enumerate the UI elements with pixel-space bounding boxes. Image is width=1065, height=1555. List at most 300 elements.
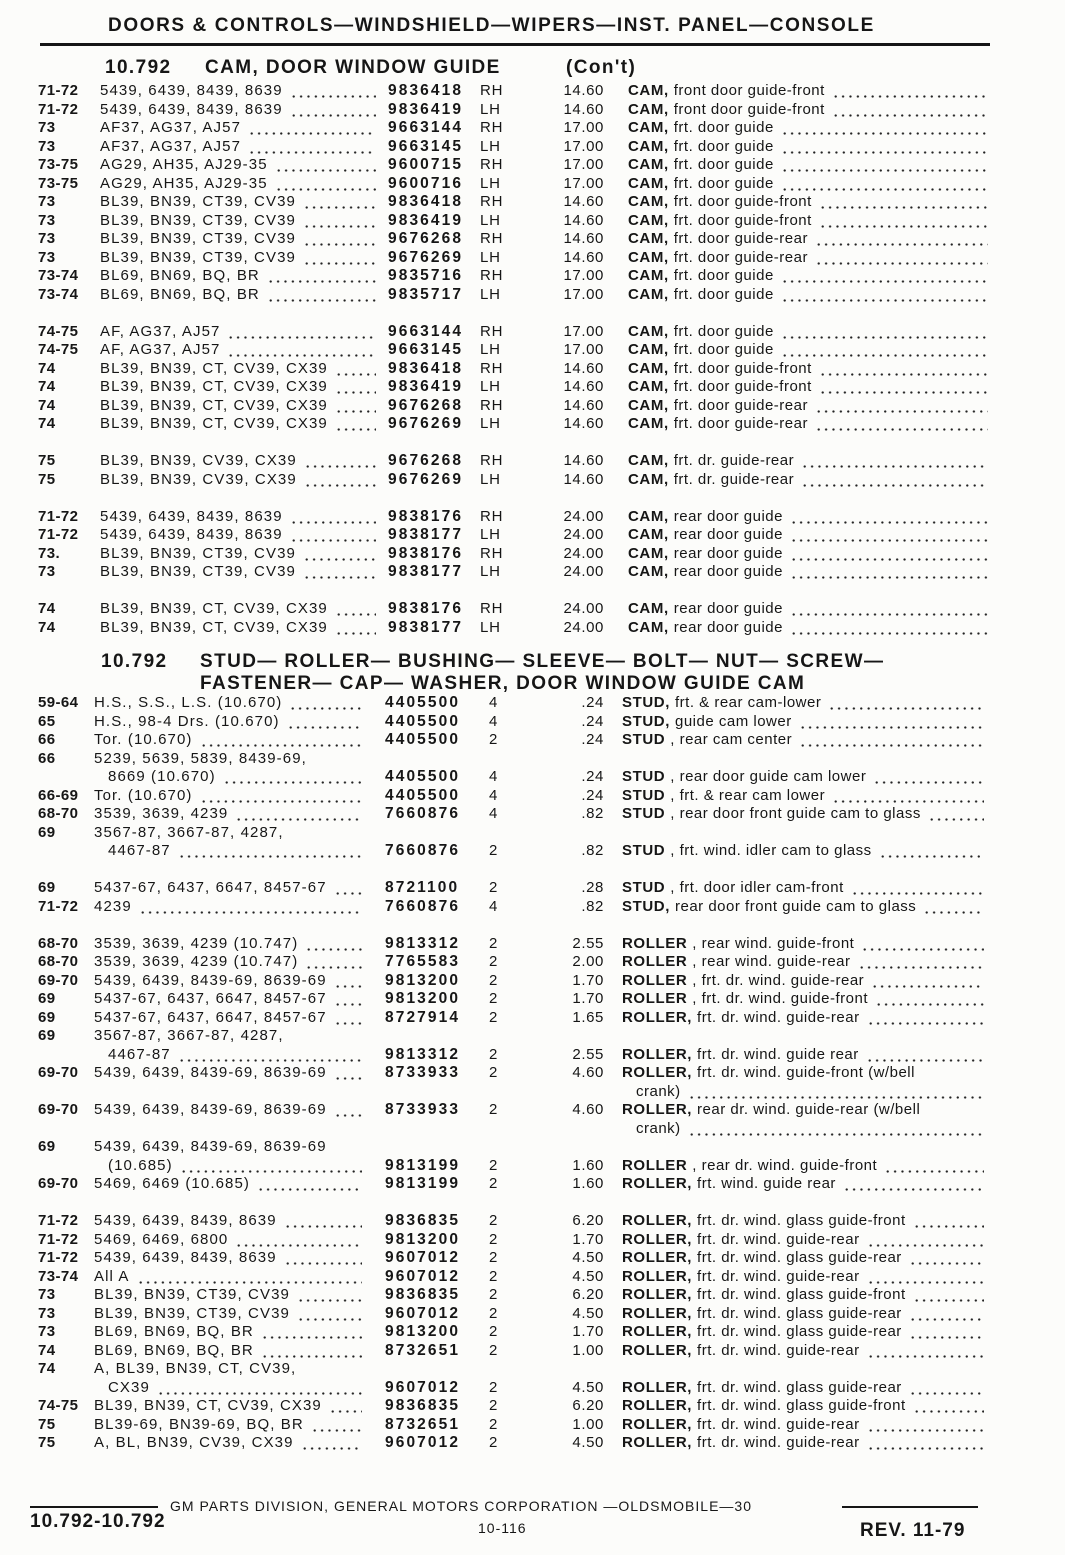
year-cell: 73-75 (38, 156, 79, 173)
description-cell (628, 341, 988, 360)
quantity-cell: 2 (489, 1378, 499, 1396)
description-cell (622, 1434, 984, 1453)
dot-leader (866, 1046, 984, 1065)
part-name: ROLLER (622, 934, 688, 952)
description-cell (622, 1416, 984, 1435)
model-text: BL39, BN39, CT39, CV39 (100, 248, 296, 266)
model-cell (94, 1416, 362, 1435)
dot-leader (335, 619, 376, 638)
price-cell: 4.50 (572, 1304, 604, 1322)
dot-leader (909, 1305, 984, 1324)
model-cell (100, 323, 376, 342)
dot-leader (303, 193, 376, 212)
part-name: CAM, (628, 396, 669, 414)
dot-leader (832, 787, 984, 806)
header-rule (40, 43, 990, 46)
parts-row (0, 508, 1065, 527)
part-number: 9836418 (388, 82, 464, 99)
description-cell (622, 1064, 984, 1083)
description-cell (622, 1009, 984, 1028)
row-line (0, 341, 1065, 360)
part-number: 9838177 (388, 563, 464, 580)
price-cell: 24.00 (563, 507, 604, 525)
side-cell: RH (480, 359, 504, 377)
model-cell (100, 175, 376, 194)
model-cell (100, 526, 376, 545)
dot-leader (867, 1416, 984, 1435)
row-line (0, 249, 1065, 268)
price-cell: 1.00 (572, 1415, 604, 1433)
model-text: BL39, BN39, CT39, CV39 (100, 211, 296, 229)
row-line (0, 1323, 1065, 1342)
description-text: frt. dr. wind. guide-rear (697, 1230, 860, 1248)
description-cell (622, 1286, 984, 1305)
price-cell: .24 (581, 712, 604, 730)
price-cell: 1.70 (572, 1323, 604, 1340)
dot-leader (851, 879, 984, 898)
description-cell (628, 193, 988, 212)
year-cell: 59-64 (38, 694, 79, 711)
model-text: BL69, BN69, BQ, BR (94, 1323, 254, 1340)
year-cell: 75 (38, 1434, 56, 1451)
quantity-cell: 2 (489, 731, 499, 748)
dot-leader (790, 545, 988, 564)
model-cell (100, 156, 376, 175)
model-text: AF, AG37, AJ57 (100, 322, 221, 340)
model-text: 5439, 6439, 8439-69, 8639-69 (94, 1064, 327, 1081)
year-cell: 71-72 (38, 526, 79, 543)
dot-leader (923, 898, 984, 917)
model-text: BL39, BN39, CT, CV39, CX39 (100, 359, 328, 377)
parts-row (0, 323, 1065, 342)
description-text: frt. door guide (673, 341, 774, 358)
description-text: frt. dr. wind. guide-rear (697, 1008, 860, 1026)
dot-leader (790, 600, 988, 619)
year-cell: 69 (38, 879, 56, 896)
price-cell: 17.00 (563, 322, 604, 340)
price-cell: 4.60 (572, 1064, 604, 1081)
quantity-cell: 4 (489, 694, 499, 711)
model-cell (94, 1323, 362, 1342)
price-cell: 14.60 (563, 396, 604, 414)
description-text: front door guide-front (673, 100, 825, 118)
description-text: , rear door guide cam lower (670, 768, 867, 785)
side-cell: RH (480, 322, 504, 340)
price-cell: .82 (581, 842, 604, 859)
parts-row (0, 1009, 1065, 1028)
quantity-cell: 2 (489, 1341, 499, 1359)
dot-leader (873, 768, 984, 787)
part-number: 9813200 (385, 1323, 461, 1340)
dot-leader (305, 953, 362, 972)
year-cell: 74 (38, 1360, 56, 1377)
part-number: 9836419 (388, 211, 464, 229)
row-line (0, 175, 1065, 194)
model-cell (94, 1397, 362, 1416)
part-number: 9838176 (388, 507, 464, 525)
model-cell (94, 1342, 362, 1361)
description-cell (628, 286, 988, 305)
dot-leader (303, 212, 376, 231)
parts-row (0, 452, 1065, 471)
model-cell (94, 1101, 362, 1120)
description-cell (628, 175, 988, 194)
side-cell: LH (480, 415, 501, 432)
row-group (0, 82, 1065, 304)
row-line (0, 360, 1065, 379)
part-number: 9813200 (385, 990, 461, 1007)
description-cell (622, 768, 984, 787)
part-number: 7660876 (385, 897, 461, 915)
part-number: 7660876 (385, 842, 461, 859)
description-cell (622, 713, 984, 732)
year-cell: 74 (38, 396, 56, 414)
model-text: 3539, 3639, 4239 (94, 805, 229, 822)
description-cell (628, 563, 988, 582)
model-text: H.S., S.S., L.S. (10.670) (94, 694, 283, 711)
side-cell: LH (480, 526, 501, 543)
part-number: 8732651 (385, 1341, 461, 1359)
dot-leader (909, 1379, 984, 1398)
description-cell (628, 101, 988, 120)
section-title-line-1: STUD— ROLLER— BUSHING— SLEEVE— BOLT— NUT— SCREW— (200, 651, 885, 672)
dot-leader (257, 1175, 362, 1194)
row-line (0, 879, 1065, 898)
model-text: AF37, AG37, AJ57 (100, 119, 242, 136)
year-cell: 69-70 (38, 1064, 79, 1081)
model-text: 5439, 6439, 8439, 8639 (100, 507, 283, 525)
price-cell: 4.60 (572, 1101, 604, 1118)
price-cell: 4.50 (572, 1249, 604, 1266)
model-text: A, BL, BN39, CV39, CX39 (94, 1434, 294, 1451)
part-name: CAM, (628, 156, 669, 173)
part-name: CAM, (628, 563, 669, 580)
part-name: CAM, (628, 267, 669, 284)
section-cam-door-window-guide (0, 56, 1065, 637)
quantity-cell: 2 (489, 1323, 499, 1340)
description-cell (622, 1083, 984, 1102)
quantity-cell: 2 (489, 1397, 499, 1414)
part-name: CAM, (628, 526, 669, 543)
dot-leader (284, 1249, 362, 1268)
description-cell (628, 619, 988, 638)
description-cell (622, 805, 984, 824)
dot-leader (200, 787, 362, 806)
model-cell (94, 1434, 362, 1453)
parts-row (0, 563, 1065, 582)
dot-leader (301, 1434, 362, 1453)
parts-row (0, 1268, 1065, 1287)
description-text: frt. door guide-rear (673, 396, 808, 414)
year-cell: 68-70 (38, 934, 79, 952)
year-cell: 73-74 (38, 267, 79, 284)
dot-leader (227, 323, 376, 342)
price-cell: 17.00 (563, 285, 604, 303)
part-number: 9836419 (388, 100, 464, 118)
dot-leader (790, 508, 988, 527)
part-number: 8733933 (385, 1101, 461, 1118)
part-name: STUD, (622, 897, 670, 915)
part-number: 9836418 (388, 359, 464, 377)
year-cell: 73 (38, 1304, 56, 1322)
model-text: 5437-67, 6437, 6647, 8457-67 (94, 1008, 327, 1026)
description-text: frt. dr. wind. glass guide-rear (697, 1249, 902, 1266)
year-cell: 73 (38, 193, 56, 210)
part-name: ROLLER, (622, 1008, 693, 1026)
dot-leader (819, 193, 988, 212)
description-text: front door guide-front (673, 82, 825, 99)
description-text: frt. dr. wind. glass guide-front (697, 1212, 906, 1229)
quantity-cell: 2 (489, 1008, 499, 1026)
part-name: CAM, (628, 452, 669, 469)
parts-row (0, 101, 1065, 120)
description-text: frt. door guide-front (673, 193, 812, 210)
part-name: CAM, (628, 322, 669, 340)
quantity-cell: 2 (489, 879, 499, 896)
description-cell (628, 545, 988, 564)
description-text: rear door guide (673, 600, 783, 617)
description-cell (628, 267, 988, 286)
parts-row (0, 249, 1065, 268)
model-cell (94, 768, 362, 787)
dot-leader (819, 378, 988, 397)
dot-leader (329, 1397, 362, 1416)
parts-row (0, 990, 1065, 1009)
row-line (0, 1138, 1065, 1157)
parts-row (0, 341, 1065, 360)
model-text: 3539, 3639, 4239 (10.747) (94, 953, 299, 970)
row-line (0, 267, 1065, 286)
dot-leader (297, 1305, 362, 1324)
dot-leader (334, 972, 362, 991)
model-text: 5439, 6439, 8439, 8639 (94, 1249, 277, 1266)
model-text: BL39, BN39, CT39, CV39 (100, 193, 296, 210)
model-cell (100, 249, 376, 268)
model-cell (94, 898, 362, 917)
row-line (0, 1157, 1065, 1176)
description-cell (622, 1397, 984, 1416)
parts-row (0, 267, 1065, 286)
year-cell: 73 (38, 230, 56, 247)
description-text: frt. dr. guide-rear (673, 452, 795, 469)
description-cell (628, 249, 988, 268)
price-cell: .24 (581, 768, 604, 785)
model-cell (94, 1046, 362, 1065)
row-line (0, 694, 1065, 713)
year-cell: 66-69 (38, 786, 79, 804)
year-cell: 75 (38, 470, 56, 488)
price-cell: 14.60 (563, 470, 604, 488)
model-cell (100, 563, 376, 582)
price-cell: 14.60 (563, 359, 604, 377)
description-cell (622, 1046, 984, 1065)
model-cell (100, 286, 376, 305)
price-cell: 14.60 (563, 378, 604, 395)
part-name: STUD (622, 842, 666, 859)
dot-leader (781, 175, 988, 194)
row-line (0, 898, 1065, 917)
part-name: STUD, (622, 712, 670, 730)
dot-leader (248, 119, 376, 138)
price-cell: 17.00 (563, 341, 604, 358)
description-cell (628, 230, 988, 249)
part-name: CAM, (628, 230, 669, 247)
quantity-cell: 2 (489, 1249, 499, 1266)
side-cell: LH (480, 285, 501, 303)
year-cell: 68-70 (38, 953, 79, 970)
row-line (0, 990, 1065, 1009)
part-name: CAM, (628, 137, 669, 155)
description-text: , frt. wind. idler cam to glass (670, 842, 872, 859)
description-text: , frt. dr. wind. guide-front (692, 990, 869, 1007)
model-cell (94, 1379, 362, 1398)
model-cell (94, 750, 362, 769)
model-text: A, BL39, BN39, CT, CV39, (94, 1360, 297, 1377)
price-cell: 1.65 (572, 1008, 604, 1026)
description-cell (628, 138, 988, 157)
dot-leader (335, 397, 376, 416)
price-cell: 1.00 (572, 1341, 604, 1359)
dot-leader (815, 415, 988, 434)
quantity-cell: 4 (489, 768, 499, 785)
dot-leader (815, 249, 988, 268)
price-cell: .24 (581, 694, 604, 711)
row-line (0, 824, 1065, 843)
dot-leader (867, 1342, 984, 1361)
year-cell: 73 (38, 137, 56, 155)
dot-leader (799, 713, 984, 732)
parts-row (0, 750, 1065, 787)
row-group (0, 323, 1065, 434)
part-number: 9663144 (388, 119, 464, 136)
side-cell: RH (480, 507, 504, 525)
description-cell (628, 82, 988, 101)
row-line (0, 397, 1065, 416)
description-cell (622, 879, 984, 898)
row-line (0, 230, 1065, 249)
price-cell: 17.00 (563, 156, 604, 173)
row-line (0, 1286, 1065, 1305)
description-text: crank) (636, 1119, 681, 1137)
parts-row (0, 193, 1065, 212)
year-cell: 69 (38, 823, 56, 841)
dot-leader (287, 713, 362, 732)
model-cell (100, 600, 376, 619)
part-number: 9813312 (385, 934, 461, 952)
dot-leader (303, 230, 376, 249)
model-text: CX39 (108, 1378, 150, 1396)
part-name: STUD (622, 731, 666, 748)
description-cell (622, 898, 984, 917)
price-cell: 14.60 (563, 230, 604, 247)
page-header-title: DOORS & CONTROLS—WINDSHIELD—WIPERS—INST. PANEL—CONSOLE (108, 15, 875, 36)
model-text: 5469, 6469, 6800 (94, 1230, 229, 1248)
price-cell: 4.50 (572, 1267, 604, 1285)
model-text: BL39, BN39, CT39, CV39 (94, 1286, 290, 1303)
dot-leader (790, 563, 988, 582)
side-cell: RH (480, 600, 504, 617)
parts-row (0, 787, 1065, 806)
year-cell: 71-72 (38, 507, 79, 525)
dot-leader (781, 119, 988, 138)
part-number: 9607012 (385, 1267, 461, 1285)
description-text: frt. door guide (673, 119, 774, 136)
model-cell (94, 1268, 362, 1287)
year-cell: 74 (38, 618, 56, 636)
side-cell: RH (480, 193, 504, 210)
part-name: ROLLER, (622, 1045, 693, 1063)
parts-row (0, 1286, 1065, 1305)
dot-leader (335, 600, 376, 619)
description-text: frt. dr. wind. glass guide-front (697, 1397, 906, 1414)
parts-row (0, 378, 1065, 397)
parts-row (0, 972, 1065, 991)
dot-leader (304, 452, 376, 471)
model-text: 5239, 5639, 5839, 8439-69, (94, 749, 307, 767)
footer-section-range: 10.792-10.792 (30, 1511, 166, 1532)
side-cell: LH (480, 341, 501, 358)
description-text: frt. dr. wind. glass guide-rear (697, 1378, 902, 1396)
part-name: CAM, (628, 82, 669, 99)
parts-row (0, 1249, 1065, 1268)
section-rows (0, 694, 1065, 1453)
dot-leader (875, 990, 984, 1009)
dot-leader (303, 249, 376, 268)
model-text: 4467-87 (108, 842, 171, 859)
description-text: , frt. door idler cam-front (670, 879, 844, 896)
row-group (0, 879, 1065, 916)
row-line (0, 452, 1065, 471)
row-line (0, 1046, 1065, 1065)
description-cell (622, 1175, 984, 1194)
model-text: (10.685) (108, 1156, 173, 1174)
dot-leader (688, 1120, 984, 1139)
row-line (0, 1379, 1065, 1398)
model-cell (94, 1286, 362, 1305)
model-text: BL39, BN39, CT, CV39, CX39 (100, 600, 328, 617)
parts-row (0, 1342, 1065, 1361)
price-cell: 6.20 (572, 1286, 604, 1303)
dot-leader (290, 508, 376, 527)
model-cell (100, 619, 376, 638)
dot-leader (235, 805, 362, 824)
year-cell: 73. (38, 544, 61, 562)
parts-row (0, 1323, 1065, 1342)
model-text: BL39, BN39, CT, CV39, CX39 (100, 415, 328, 432)
dot-leader (871, 972, 984, 991)
dot-leader (832, 82, 988, 101)
model-cell (100, 193, 376, 212)
part-name: ROLLER, (622, 1304, 693, 1322)
model-cell (100, 415, 376, 434)
dot-leader (884, 1157, 984, 1176)
side-cell: RH (480, 82, 504, 99)
parts-row (0, 230, 1065, 249)
parts-row (0, 1416, 1065, 1435)
parts-row (0, 731, 1065, 750)
part-number: 8721100 (385, 879, 460, 896)
parts-row (0, 397, 1065, 416)
quantity-cell: 2 (489, 934, 499, 952)
dot-leader (290, 82, 376, 101)
dot-leader (913, 1286, 984, 1305)
model-text: BL39, BN39, CV39, CX39 (100, 470, 297, 488)
dot-leader (335, 360, 376, 379)
dot-leader (290, 526, 376, 545)
dot-leader (334, 1064, 362, 1083)
model-text: 5439, 6439, 8439, 8639 (94, 1212, 277, 1229)
price-cell: .28 (581, 879, 604, 896)
